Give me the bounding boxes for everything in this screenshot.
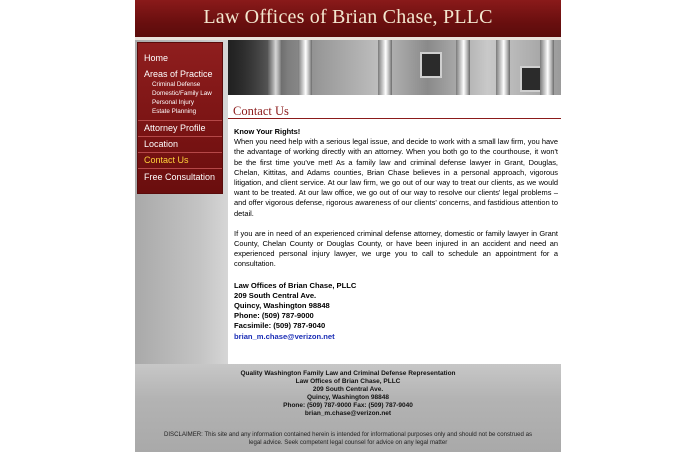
nav-subitem-criminal-defense[interactable]: Criminal Defense [152,81,201,88]
courthouse-banner-image [228,40,561,95]
nav-item-home[interactable]: Home [144,53,169,63]
pillar [496,40,510,95]
consultation-paragraph: If you are in need of an experienced criminal defense attorney, domestic or family lawyer in Grant County, Chelan County or Douglas County, or have been injured in an accident and need an experienced personal injury lawyer, we urge you to call to schedule an appointment for a consultation. [234,228,558,269]
subheading: Know Your Rights! [234,127,301,136]
city-state-zip: Quincy, Washington 98848 [234,301,330,311]
building-window [420,52,442,78]
pillar [298,40,312,95]
phone-number: Phone: (509) 787-9000 [234,311,314,321]
fax-number: Facsimile: (509) 787-9040 [234,321,326,331]
nav-divider [138,152,222,153]
page-title: Contact Us [233,104,289,118]
nav-item-attorney-profile[interactable]: Attorney Profile [144,123,206,133]
pillar [540,40,554,95]
nav-divider [138,168,222,169]
site-footer [135,364,561,452]
footer-firm-name: Law Offices of Brian Chase, PLLC [295,378,401,386]
banner-shadow [228,40,288,95]
footer-street: 209 South Central Ave. [312,386,384,394]
nav-item-location[interactable]: Location [144,139,179,149]
nav-divider [138,120,222,121]
footer-phone-fax: Phone: (509) 787-9000 Fax: (509) 787-9040 [283,402,413,410]
footer-tagline: Quality Washington Family Law and Criminal Defense Representation [240,370,456,377]
sidebar [135,40,228,364]
footer-city: Quincy, Washington 98848 [307,394,389,402]
site-title: Law Offices of Brian Chase, PLLC [203,6,493,28]
pillar [456,40,470,95]
nav-item-free-consultation[interactable]: Free Consultation [144,172,216,182]
nav-subitem-domestic-family-law[interactable]: Domestic/Family Law [152,90,212,97]
intro-paragraph: When you need help with a serious legal issue, and decide to work with a small law firm, you have the advantage of working directly with an attorney. When you both go to the courthouse, it won't be the first time you've met! As a family law and criminal defense lawyer in Grant, Douglas, Chelan, Kittitas, and Adams counties, Brian Chase believes in a personal approach, vigorous litigation, and client service. At our law firm, we go out of our way to treat our clients, as we would want to be treated. At our law office, we go out of our way to resolve our clients' legal problems – and offer vigorous defense, rigorous awareness of our clients' concerns, and fastidious attention to detail. [234,137,558,218]
firm-name: Law Offices of Brian Chase, PLLC [234,280,357,290]
building-window [520,66,542,92]
nav-item-areas-of-practice[interactable]: Areas of Practice [144,69,213,79]
nav-item-contact-us[interactable]: Contact Us [144,155,189,165]
contact-address [234,281,558,342]
nav-subitem-estate-planning[interactable]: Estate Planning [152,108,197,115]
main-content [234,127,558,342]
nav-menu [137,42,223,194]
email-link[interactable]: brian_m.chase@verizon.net [234,331,335,341]
pillar [378,40,392,95]
site-header [135,0,561,37]
disclaimer: DISCLAIMER: This site and any information contained herein is intended for informational purposes only and should not be construed as legal advice. Seek competent legal counsel for advice on any legal matter [163,430,533,446]
street-address: 209 South Central Ave. [234,290,317,300]
footer-email-link[interactable]: brian_m.chase@verizon.net [304,410,392,418]
nav-divider [138,136,222,137]
page-container [135,0,561,452]
nav-subitem-personal-injury[interactable]: Personal Injury [152,99,194,106]
heading-divider [228,118,561,119]
